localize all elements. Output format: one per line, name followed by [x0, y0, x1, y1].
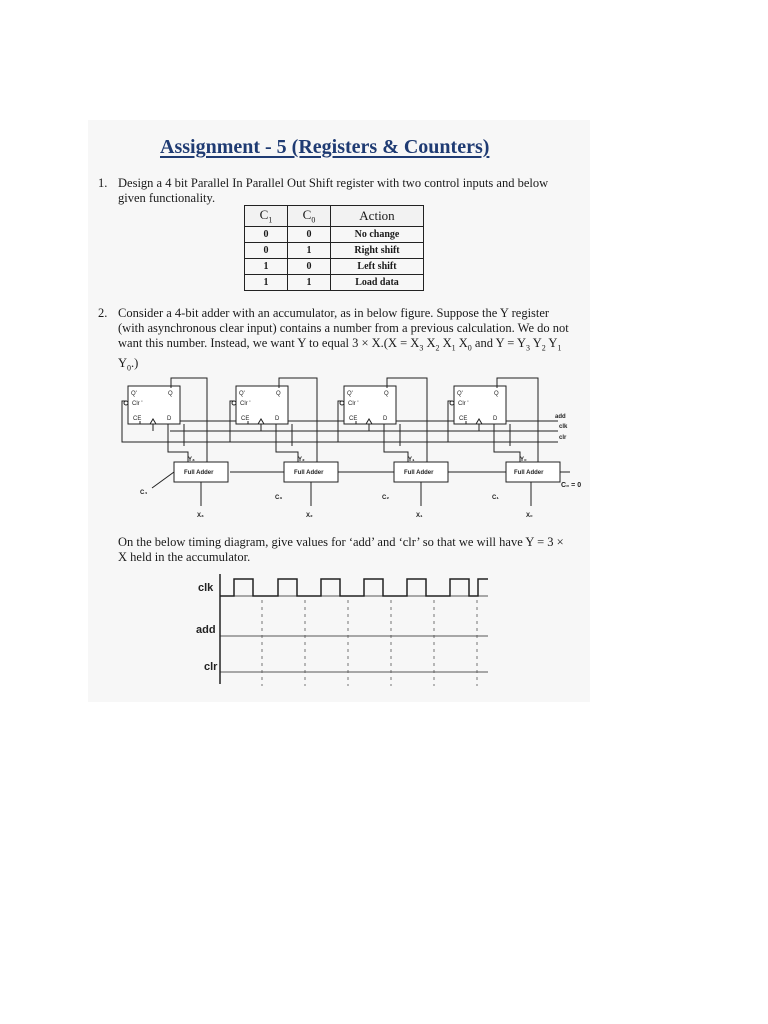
cell-c0: 1 — [288, 243, 331, 259]
label-x1: X₁ — [416, 513, 423, 519]
cell-c1: 0 — [245, 243, 288, 259]
ff-q-label: Q — [276, 391, 281, 397]
stage-1 — [338, 378, 448, 519]
ff-q-label: Q — [494, 391, 499, 397]
accumulator-circuit-diagram — [118, 376, 588, 526]
header-c1: $C_1$ — [245, 206, 288, 227]
ff-ce-label: CE — [133, 416, 142, 422]
ff-q-label: Q — [384, 391, 389, 397]
timing-label-clr: clr — [204, 661, 218, 673]
clr-inversion-bubble — [450, 401, 454, 405]
label-y0: Y₀ — [520, 457, 527, 463]
ff-d-label: D — [383, 416, 388, 422]
label-x0: X₀ — [526, 513, 533, 519]
full-adder-label: Full Adder — [184, 470, 214, 476]
ff-qbar-label: Q' — [457, 391, 463, 397]
c4-carry-wire — [152, 472, 174, 488]
ff-ce-label: CE — [349, 416, 358, 422]
table-row — [245, 227, 424, 243]
table-row — [245, 275, 424, 291]
clr-inversion-bubble — [124, 401, 128, 405]
question-1-text: Design a 4 bit Parallel In Parallel Out Shift register with two control inputs and below given functionality. — [118, 176, 549, 205]
header-action: Action — [331, 206, 424, 227]
cell-c1: 1 — [245, 259, 288, 275]
ff-qbar-label: Q' — [239, 391, 245, 397]
stage-0 — [448, 378, 581, 519]
cell-action: Right shift — [331, 243, 424, 259]
label-y2: Y₂ — [298, 457, 305, 463]
page-title: Assignment - 5 (Registers & Counters) — [160, 136, 490, 158]
ff-clr-label: Clr ' — [132, 401, 143, 407]
y1-feedback-wire — [384, 424, 408, 462]
timing-label-add: add — [196, 624, 216, 636]
cell-c1: 1 — [245, 275, 288, 291]
ff-clr-label: Clr ' — [240, 401, 251, 407]
control-truth-table — [244, 205, 424, 291]
stage-3 — [122, 378, 228, 519]
ff-q-label: Q — [168, 391, 173, 397]
ff-d-label: D — [493, 416, 498, 422]
ff-qbar-label: Q' — [347, 391, 353, 397]
label-c3: C₃ — [275, 495, 283, 501]
cell-action: Load data — [331, 275, 424, 291]
bus-label-add: add — [555, 414, 566, 420]
label-c1: C₁ — [492, 495, 499, 501]
question-3-text: On the below timing diagram, give values for ‘add’ and ‘clr’ so that we will have Y = 3 × X held in the accumulator. — [118, 535, 564, 564]
ff-clr-label: Clr ' — [348, 401, 359, 407]
question-2-text: Consider a 4-bit adder with an accumulator, as in below figure. Suppose the Y register (with asynchronous clear input) contains a number from a previous calculation. We do not want this number. Instead, we want Y to equal $3 \times X.(X = X_3$ $X_2$ $X_1$ $X_0$ and $Y = Y_3$ $Y_2$ $Y_1$ $Y_0$.) — [118, 306, 569, 372]
label-c4: C₄ — [140, 490, 148, 496]
ff-qbar-label: Q' — [131, 391, 137, 397]
table-row — [245, 243, 424, 259]
cell-action: No change — [331, 227, 424, 243]
header-c0: $C_0$ — [288, 206, 331, 227]
table-row — [245, 259, 424, 275]
ff-d-label: D — [167, 416, 172, 422]
question-1-number: 1. — [98, 176, 108, 190]
cell-c0: 1 — [288, 275, 331, 291]
clr-inversion-bubble — [340, 401, 344, 405]
cell-c0: 0 — [288, 259, 331, 275]
timing-label-clk: clk — [198, 582, 214, 594]
bus-label-clk: clk — [559, 424, 568, 430]
y3-feedback-wire — [168, 424, 188, 462]
question-2-number: 2. — [98, 306, 108, 320]
stage-2 — [230, 378, 338, 519]
full-adder-label: Full Adder — [514, 470, 544, 476]
ff-ce-label: CE — [241, 416, 250, 422]
bus-label-clr: clr — [559, 435, 567, 441]
table-header-row — [245, 206, 424, 227]
clock-edge-guides — [262, 600, 477, 686]
cell-c1: 0 — [245, 227, 288, 243]
y0-feedback-wire — [494, 424, 520, 462]
label-x2: X₂ — [306, 513, 313, 519]
cell-c0: 0 — [288, 227, 331, 243]
label-y3: Y₃ — [188, 457, 195, 463]
cell-action: Left shift — [331, 259, 424, 275]
full-adder-label: Full Adder — [404, 470, 434, 476]
ff-ce-label: CE — [459, 416, 468, 422]
label-c2: C₂ — [382, 495, 389, 501]
clr-inversion-bubble — [232, 401, 236, 405]
full-adder-label: Full Adder — [294, 470, 324, 476]
y2-feedback-wire — [276, 424, 298, 462]
ff-clr-label: Clr ' — [458, 401, 469, 407]
clk-waveform — [220, 579, 488, 596]
ff-d-label: D — [275, 416, 280, 422]
timing-diagram — [190, 572, 490, 690]
label-x3: X₃ — [197, 513, 204, 519]
label-carry-in: C₀ = 0 — [561, 482, 582, 489]
label-y1: Y₁ — [408, 457, 415, 463]
